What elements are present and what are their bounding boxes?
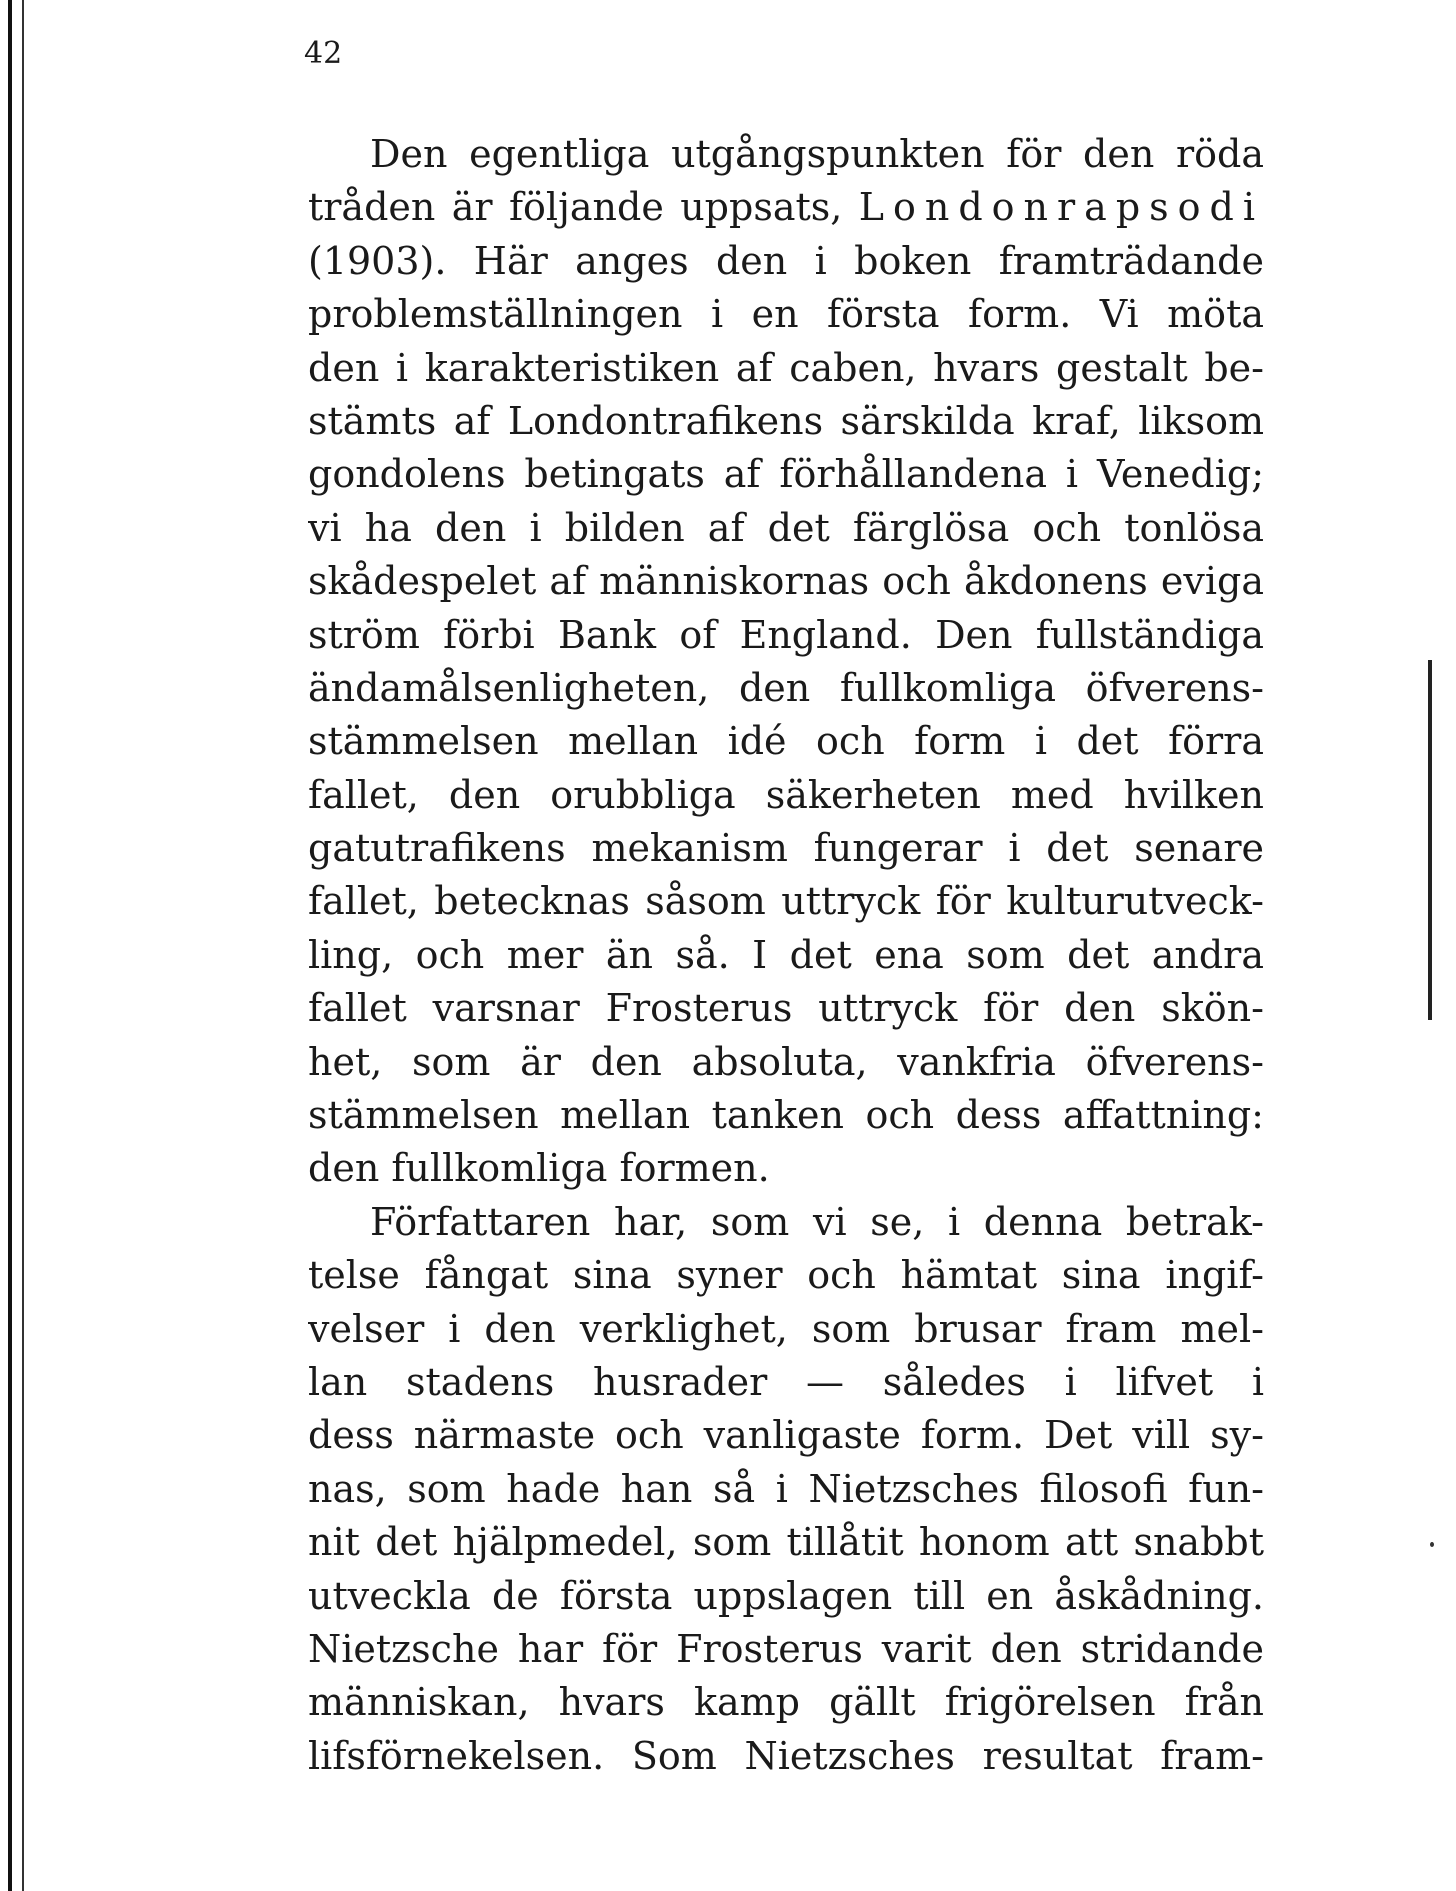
text-line: nit det hjälpmedel, som tillåtit honom att snabbt [308,1520,1264,1565]
text-line: gondolens betingats af förhållandena i Venedig; [308,452,1264,497]
text-line: (1903). Här anges den i boken framträdande [308,238,1264,283]
text-line: stämmelsen mellan tanken och dess affattning: [308,1093,1264,1138]
text-line: den i karakteristiken af caben, hvars gestalt be- [308,345,1264,390]
text-line: utveckla de första uppslagen till en åskådning. [308,1573,1264,1618]
text-line: dess närmaste och vanligaste form. Det vill sy- [308,1413,1264,1458]
margin-scan-mark [1428,660,1432,1020]
essay-title: Londonrapsodi [858,185,1264,230]
text-line: het, som är den absoluta, vankfria öfverens- [308,1039,1264,1084]
text-line: ström förbi Bank of England. Den fullständiga [308,612,1264,657]
text-line: fallet varsnar Frosterus uttryck för den skön- [308,986,1264,1031]
text-line-segment: tråden är följande uppsats, [308,185,859,230]
page-number: 42 [304,36,343,71]
text-line: skådespelet af människornas och åkdonens eviga [308,559,1264,604]
text-line: problemställningen i en första form. Vi möta [308,292,1264,337]
body-text [308,128,1264,1783]
text-line: vi ha den i bilden af det färglösa och tonlösa [308,505,1264,550]
text-line: den fullkomliga formen. [308,1146,770,1191]
text-line: Nietzsche har för Frosterus varit den stridande [308,1626,1264,1671]
text-line: stämts af Londontrafikens särskilda kraf, liksom [308,398,1264,443]
text-line: fallet, den orubbliga säkerheten med hvilken [308,772,1264,817]
text-line: gatutrafikens mekanism fungerar i det senare [308,826,1264,871]
text-line: ling, och mer än så. I det ena som det andra [308,932,1264,977]
text-line: lan stadens husrader — således i lifvet i [308,1359,1264,1404]
paragraph-2 [308,1196,1264,1783]
binding-edge-line [8,0,12,1891]
text-line: velser i den verklighet, som brusar fram mel- [308,1306,1264,1351]
binding-edge-line-inner [22,0,24,1891]
text-line: fallet, betecknas såsom uttryck för kulturutveck- [308,879,1264,924]
text-line: nas, som hade han så i Nietzsches filosofi fun- [308,1466,1264,1511]
margin-speck [1430,1542,1434,1547]
text-line: lifsförnekelsen. Som Nietzsches resultat fram- [308,1733,1264,1778]
text-line: Den egentliga utgångspunkten för den röda [370,132,1264,176]
text-line: telse fångat sina syner och hämtat sina ingif- [308,1253,1264,1298]
text-line-with-title [308,181,1264,234]
paragraph-1 [308,128,1264,1196]
text-line: stämmelsen mellan idé och form i det förra [308,719,1264,764]
text-line: människan, hvars kamp gällt frigörelsen från [308,1680,1264,1725]
text-line: Författaren har, som vi se, i denna betrak- [370,1199,1264,1244]
text-line: ändamålsenligheten, den fullkomliga öfverens- [308,665,1264,710]
